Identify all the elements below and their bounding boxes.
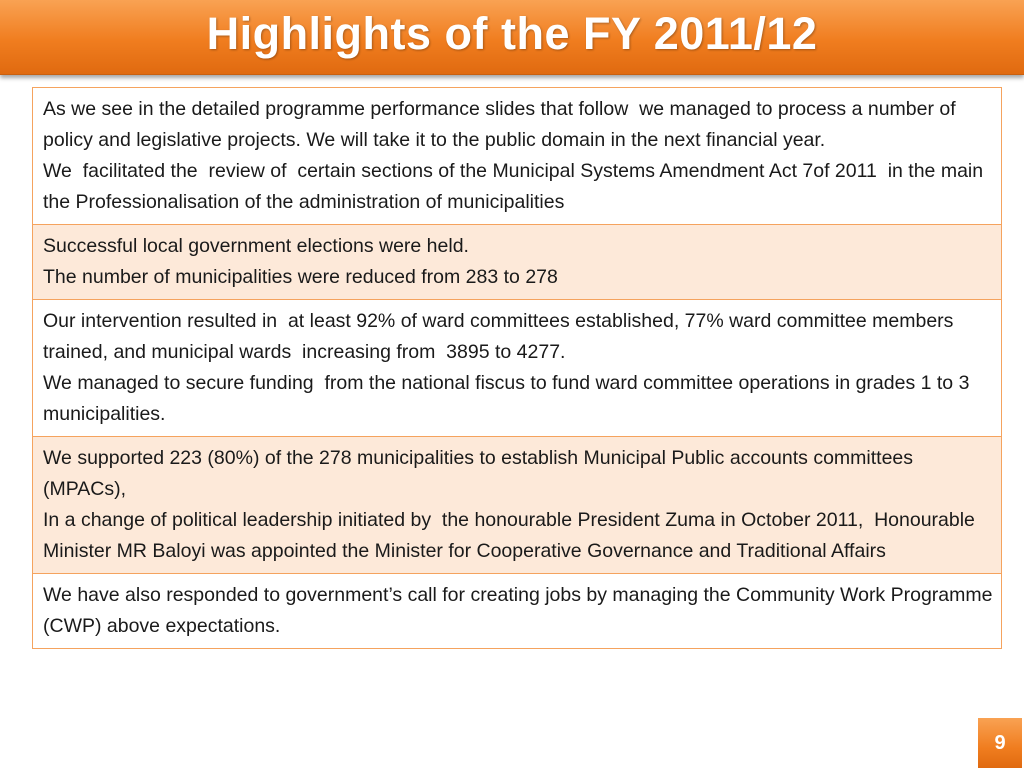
table-row xyxy=(33,88,1001,225)
row-text: We managed to secure funding from the national fiscus to fund ward committee operations in grades 1 to 3 municipalities. xyxy=(43,372,975,425)
page-number-badge: 9 xyxy=(978,718,1022,768)
row-text: We facilitated the review of certain sections of the Municipal Systems Amendment Act 7of 2011 in the main the Professionalisation of the administration of municipalities xyxy=(43,160,989,213)
title-bar xyxy=(0,0,1024,75)
row-text: As we see in the detailed programme performance slides that follow we managed to process a number of policy and legislative projects. We will take it to the public domain in the next financial year. xyxy=(43,98,967,151)
row-text: We have also responded to government’s call for creating jobs by managing the Community Work Programme (CWP) above expectations. xyxy=(43,584,998,637)
table-row xyxy=(33,225,1001,300)
slide-title: Highlights of the FY 2011/12 xyxy=(206,8,818,59)
row-text: In a change of political leadership initiated by the honourable President Zuma in October 2011, Honourable Minister MR Baloyi was appointed the Minister for Cooperative Governance and Traditional Affairs xyxy=(43,509,981,562)
table-row xyxy=(33,300,1001,437)
table-row xyxy=(33,437,1001,574)
row-text: The number of municipalities were reduced from 283 to 278 xyxy=(43,266,558,288)
highlights-table xyxy=(32,87,1002,649)
row-text: Successful local government elections were held. xyxy=(43,235,469,257)
table-row xyxy=(33,574,1001,648)
row-text: We supported 223 (80%) of the 278 municipalities to establish Municipal Public accounts committees (MPACs), xyxy=(43,447,919,500)
row-text: Our intervention resulted in at least 92% of ward committees established, 77% ward committee members trained, and municipal wards increasing from 3895 to 4277. xyxy=(43,310,959,363)
